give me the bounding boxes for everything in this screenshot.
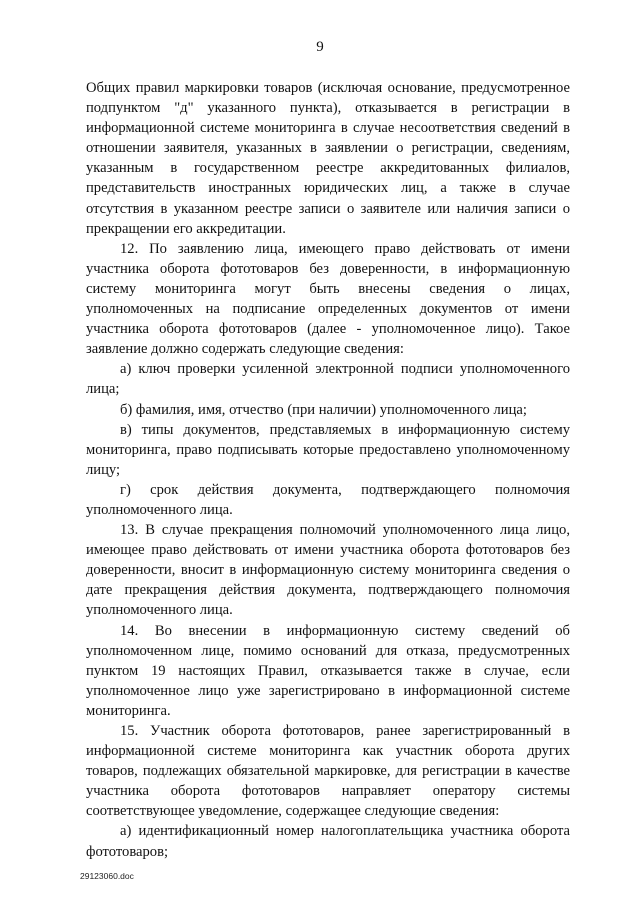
paragraph-12-a: а) ключ проверки усиленной электронной подписи уполномоченного лица; — [86, 361, 570, 398]
page-number: 9 — [316, 39, 324, 55]
footer-file-name: 29123060.doc — [80, 871, 134, 881]
paragraph-12-v: в) типы документов, представляемых в информационную систему мониторинга, право подписывать которые предоставлено уполномоченному лицу; — [86, 421, 570, 478]
paragraph-12-b: б) фамилия, имя, отчество (при наличии) уполномоченного лица; — [120, 401, 527, 418]
document-body — [86, 78, 570, 862]
paragraph-continuation: Общих правил маркировки товаров (исключая основание, предусмотренное подпунктом "д" указанного пункта), отказывается в регистрации в информационной системе мониторинга в случае несоответствия сведений в отношении заявителя, указанных в заявлении о регистрации, сведениям, указанным в государственном реестре аккредитованных филиалов, представительств иностранных юридических лиц, а также в случае отсутствия в указанном реестре записи о заявителе или наличия записи о прекращении его аккредитации. — [86, 80, 570, 237]
paragraph-15-a: а) идентификационный номер налогоплательщика участника оборота фототоваров; — [86, 823, 570, 860]
paragraph-12: 12. По заявлению лица, имеющего право действовать от имени участника оборота фототоваров без доверенности, в информационную систему мониторинга могут быть внесены сведения о лицах, уполномоченных на подписание определенных документов от имени участника оборота фототоваров (далее - уполномоченное лицо). Такое заявление должно содержать следующие сведения: — [86, 240, 570, 358]
paragraph-12-g: г) срок действия документа, подтверждающего полномочия уполномоченного лица. — [86, 481, 570, 518]
paragraph-13: 13. В случае прекращения полномочий уполномоченного лица лицо, имеющее право действовать от имени участника оборота фототоваров без доверенности, вносит в информационную систему мониторинга сведения о дате прекращения действия документа, подтверждающего полномочия уполномоченного лица. — [86, 522, 570, 619]
paragraph-14: 14. Во внесении в информационную систему сведений об уполномоченном лице, помимо оснований для отказа, предусмотренных пунктом 19 настоящих Правил, отказывается также в случае, если уполномоченное лицо уже зарегистрировано в информационной системе мониторинга. — [86, 622, 570, 719]
paragraph-15: 15. Участник оборота фототоваров, ранее зарегистрированный в информационной системе мониторинга как участник оборота других товаров, подлежащих обязательной маркировке, для регистрации в качестве участника оборота фототоваров направляет оператору системы соответствующее уведомление, содержащее следующие сведения: — [86, 723, 570, 820]
